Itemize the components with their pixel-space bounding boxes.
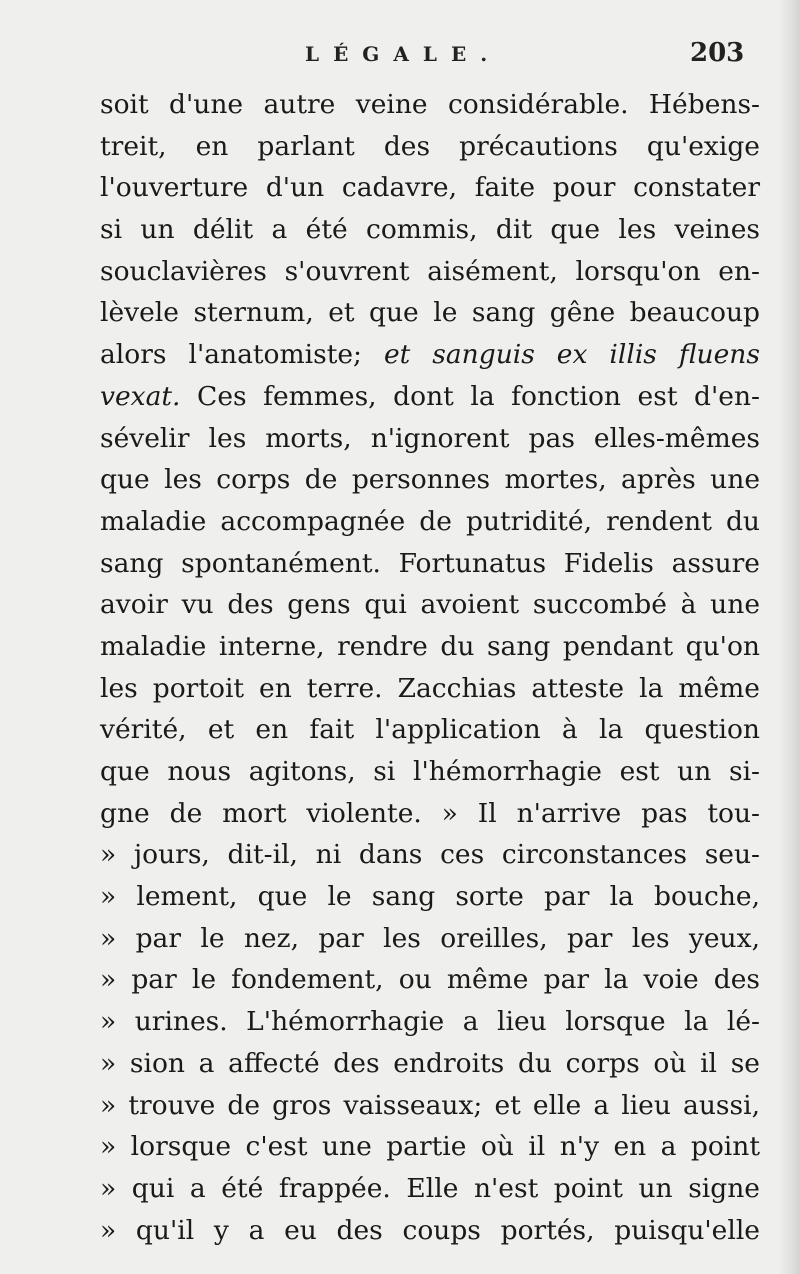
- text-line: [100, 376, 760, 418]
- text-line: » par le nez, par les oreilles, par les yeux,: [100, 922, 760, 954]
- text-line: que nous agitons, si l'hémorrhagie est un si-: [100, 756, 760, 787]
- text-line: sang spontanément. Fortunatus Fidelis assure: [100, 547, 760, 579]
- page-header: [0, 36, 800, 76]
- text-line: gne de mort violente. » Il n'arrive pas tou-: [100, 797, 760, 829]
- text-line: treit, en parlant des précautions qu'exige: [100, 130, 760, 162]
- page-number: 203: [690, 38, 745, 68]
- text-line: » lorsque c'est une partie où il n'y en a point: [100, 1131, 760, 1163]
- text-line: l'ouverture d'un cadavre, faite pour constater: [100, 172, 760, 204]
- text-line: lèvele sternum, et que le sang gêne beaucoup: [100, 297, 760, 329]
- text-line: si un délit a été commis, dit que les veines: [100, 214, 760, 246]
- running-head: LÉGALE.: [305, 42, 502, 66]
- text-line: » sion a affecté des endroits du corps où il se: [100, 1047, 760, 1079]
- text-line: soit d'une autre veine considérable. Hébens-: [100, 89, 760, 120]
- text-segment: Ces femmes, dont la fonction est d'en-: [180, 380, 760, 412]
- text-line: souclavières s'ouvrent aisément, lorsqu'on en-: [100, 255, 760, 287]
- text-line: [100, 334, 760, 376]
- text-line: maladie accompagnée de putridité, rendent du: [100, 505, 760, 537]
- page-gutter-shadow: [778, 0, 800, 1274]
- text-line: » trouve de gros vaisseaux; et elle a lieu aussi,: [100, 1089, 760, 1121]
- latin-quote-end: vexat.: [100, 380, 181, 412]
- text-line: » qui a été frappée. Elle n'est point un signe: [100, 1172, 760, 1204]
- text-line: maladie interne, rendre du sang pendant qu'on: [100, 630, 760, 662]
- text-line: » urines. L'hémorrhagie a lieu lorsque la lé-: [100, 1006, 760, 1038]
- latin-quote: et sanguis ex illis fluens: [383, 339, 760, 371]
- text-line: » lement, que le sang sorte par la bouche,: [100, 881, 760, 913]
- text-line: sévelir les morts, n'ignorent pas elles-mêmes: [100, 422, 760, 454]
- text-line: que les corps de personnes mortes, après une: [100, 464, 760, 496]
- text-line: les portoit en terre. Zacchias atteste la même: [100, 672, 760, 704]
- body-text: [100, 84, 760, 1251]
- text-line: avoir vu des gens qui avoient succombé à une: [100, 589, 760, 621]
- text-segment: alors l'anatomiste;: [100, 339, 362, 371]
- text-line: » jours, dit-il, ni dans ces circonstances seu-: [100, 839, 760, 871]
- text-line: vérité, et en fait l'application à la question: [100, 714, 760, 746]
- text-line: » qu'il y a eu des coups portés, puisqu'elle: [100, 1214, 760, 1246]
- text-line: » par le fondement, ou même par la voie des: [100, 964, 760, 996]
